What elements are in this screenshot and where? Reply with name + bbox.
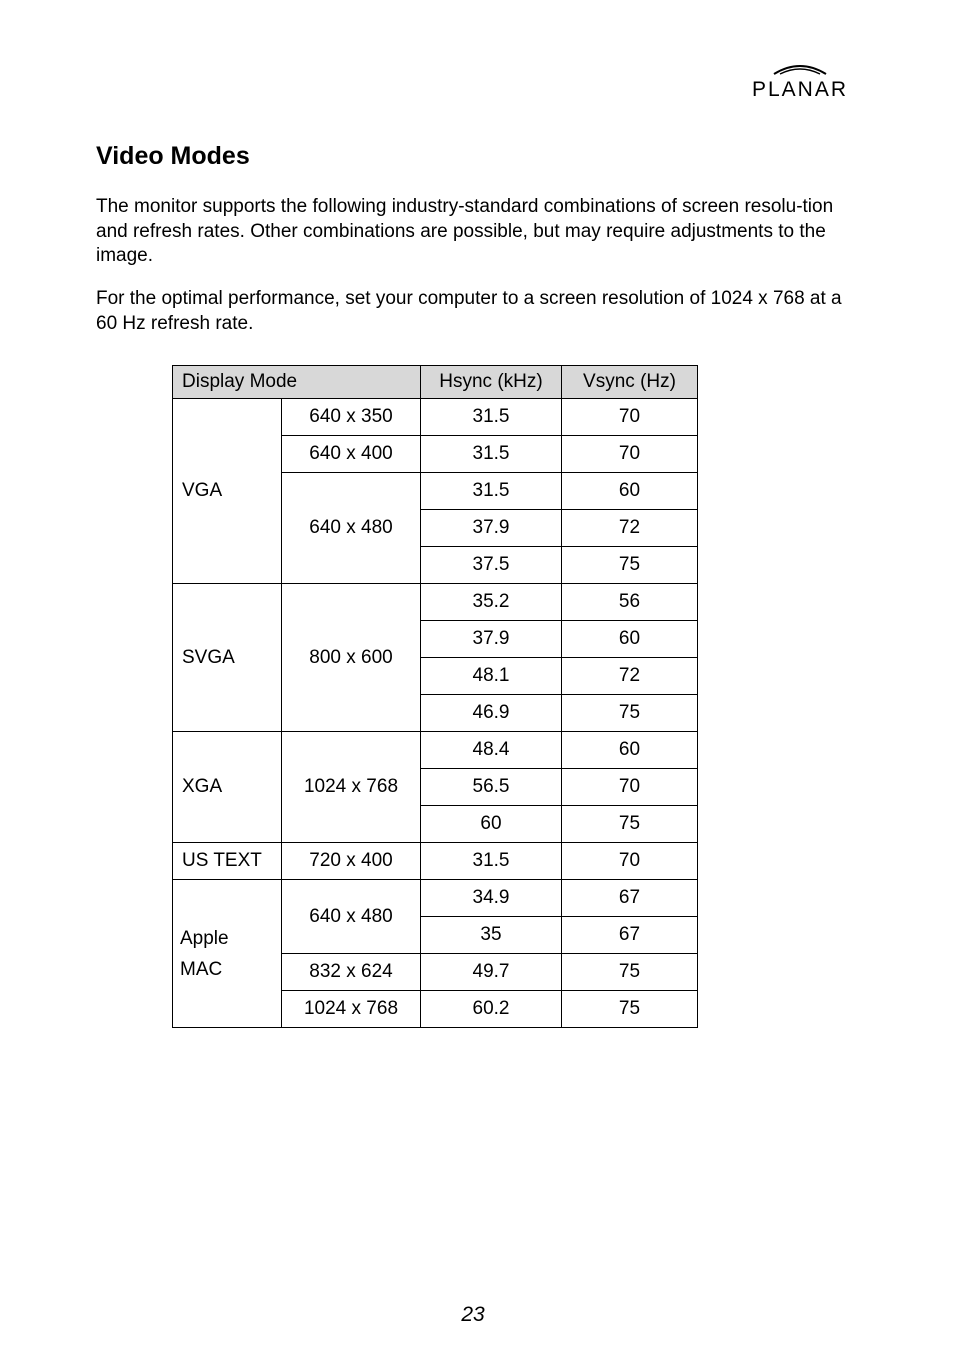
logo-text: PLANAR bbox=[751, 78, 849, 101]
table-row bbox=[173, 843, 698, 880]
hsync-cell: 31.5 bbox=[421, 473, 562, 510]
vsync-cell: 60 bbox=[562, 621, 698, 658]
hsync-cell: 56.5 bbox=[421, 769, 562, 806]
vsync-cell: 67 bbox=[562, 917, 698, 954]
resolution-cell: 800 x 600 bbox=[282, 584, 421, 732]
hsync-cell: 31.5 bbox=[421, 436, 562, 473]
intro-paragraph: The monitor supports the following industry-standard combinations of screen resolu-tion and refresh rates. Other combinations are possible, but may require adjustments to the image. bbox=[96, 196, 834, 266]
display-mode-cell: XGA bbox=[173, 732, 282, 843]
display-mode-cell bbox=[173, 880, 282, 1028]
display-mode-cell: VGA bbox=[173, 399, 282, 584]
vsync-cell: 70 bbox=[562, 399, 698, 436]
vsync-cell: 70 bbox=[562, 436, 698, 473]
vsync-cell: 75 bbox=[562, 547, 698, 584]
vsync-cell: 75 bbox=[562, 954, 698, 991]
table-header-row bbox=[173, 366, 698, 399]
hsync-cell: 46.9 bbox=[421, 695, 562, 732]
display-mode-line: MAC bbox=[180, 958, 223, 980]
logo-arc-icon bbox=[772, 62, 828, 76]
resolution-cell: 640 x 480 bbox=[282, 473, 421, 584]
display-mode-cell: US TEXT bbox=[173, 843, 282, 880]
hsync-cell: 60.2 bbox=[421, 991, 562, 1028]
resolution-cell: 640 x 400 bbox=[282, 436, 421, 473]
hsync-cell: 48.1 bbox=[421, 658, 562, 695]
table-row bbox=[173, 584, 698, 621]
resolution-cell: 1024 x 768 bbox=[282, 991, 421, 1028]
header-vsync: Vsync (Hz) bbox=[562, 366, 698, 399]
hsync-cell: 48.4 bbox=[421, 732, 562, 769]
table-body bbox=[173, 399, 698, 1028]
vsync-cell: 70 bbox=[562, 769, 698, 806]
recommendation-paragraph: For the optimal performance, set your computer to a screen resolution of 1024 x 768 at a 60 Hz refresh rate. bbox=[96, 288, 842, 334]
vsync-cell: 60 bbox=[562, 732, 698, 769]
table-row bbox=[173, 732, 698, 769]
resolution-cell: 640 x 350 bbox=[282, 399, 421, 436]
hsync-cell: 31.5 bbox=[421, 399, 562, 436]
resolution-cell: 640 x 480 bbox=[282, 880, 421, 954]
display-mode-line: Apple bbox=[180, 927, 229, 949]
video-modes-table bbox=[172, 365, 698, 1028]
resolution-cell: 1024 x 768 bbox=[282, 732, 421, 843]
display-mode-cell: SVGA bbox=[173, 584, 282, 732]
hsync-cell: 60 bbox=[421, 806, 562, 843]
hsync-cell: 31.5 bbox=[421, 843, 562, 880]
table-row bbox=[173, 399, 698, 436]
vsync-cell: 67 bbox=[562, 880, 698, 917]
hsync-cell: 49.7 bbox=[421, 954, 562, 991]
vsync-cell: 72 bbox=[562, 658, 698, 695]
hsync-cell: 35.2 bbox=[421, 584, 562, 621]
hsync-cell: 35 bbox=[421, 917, 562, 954]
vsync-cell: 75 bbox=[562, 991, 698, 1028]
page-number: 23 bbox=[461, 1303, 485, 1326]
resolution-cell: 720 x 400 bbox=[282, 843, 421, 880]
table-row bbox=[173, 880, 698, 917]
vsync-cell: 75 bbox=[562, 806, 698, 843]
hsync-cell: 37.9 bbox=[421, 510, 562, 547]
hsync-cell: 37.9 bbox=[421, 621, 562, 658]
hsync-cell: 34.9 bbox=[421, 880, 562, 917]
hsync-cell: 37.5 bbox=[421, 547, 562, 584]
vsync-cell: 72 bbox=[562, 510, 698, 547]
planar-logo bbox=[742, 62, 858, 102]
vsync-cell: 70 bbox=[562, 843, 698, 880]
resolution-cell: 832 x 624 bbox=[282, 954, 421, 991]
header-hsync: Hsync (kHz) bbox=[421, 366, 562, 399]
page-title: Video Modes bbox=[96, 142, 250, 170]
vsync-cell: 60 bbox=[562, 473, 698, 510]
header-display-mode: Display Mode bbox=[173, 366, 421, 399]
vsync-cell: 56 bbox=[562, 584, 698, 621]
vsync-cell: 75 bbox=[562, 695, 698, 732]
